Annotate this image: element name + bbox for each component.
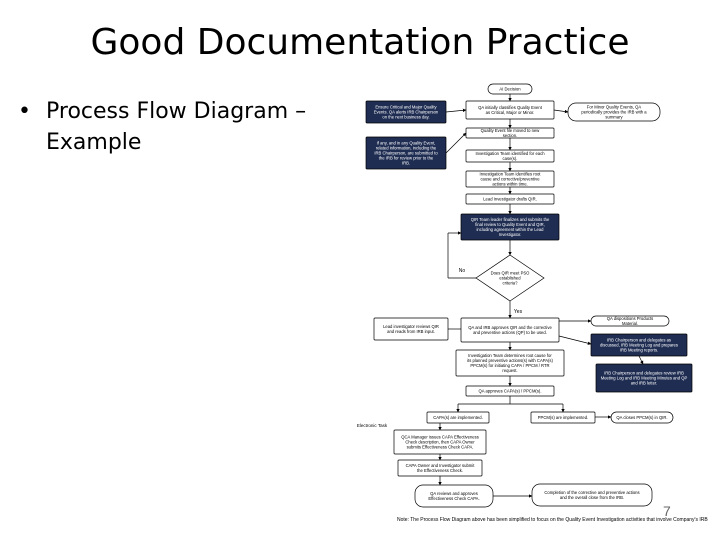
node-label-n3: Investigation Team identified for each case(s). xyxy=(475,150,545,161)
node-label-start: AI Decision xyxy=(499,86,521,92)
node-label-r1: For Minor Quality Events, QA periodically provides the IRB with a summary xyxy=(581,104,647,120)
page-number: 7 xyxy=(663,503,671,519)
node-label-n12: CAPA Owner and Investigator submit the Effectiveness Check. xyxy=(405,462,475,473)
node-label-n9: QA approves CAPA(s) / PPCM(s). xyxy=(478,388,542,394)
label-no: No xyxy=(458,268,466,274)
label-yes: Yes xyxy=(513,309,523,315)
node-label-l1: Ensure Critical and Major Quality Events. QA alerts IRB Chairperson on the next business day. xyxy=(373,104,439,120)
connector-r3-r4 xyxy=(639,356,643,364)
node-label-r7: Completion of the corrective and preventive actions and the overall close from the IRB. xyxy=(544,489,640,500)
node-label-n7: QA and IRB approves QIR and the corrective and preventive actions (QP) to be used. xyxy=(468,324,552,335)
node-label-l3: Lead investigator reviews QIR and reads from IRB input. xyxy=(383,323,439,334)
label-side: Electronic Task xyxy=(356,423,388,428)
connector-n1-r1 xyxy=(554,110,568,112)
node-label-n13: QA reviews and approves Effectiveness Check CAPA. xyxy=(428,490,480,501)
node-label-n4: Investigation Team identifies root cause and corrective/preventive actions within time. xyxy=(479,171,541,187)
node-label-d1: Does QIR meet PSO established criteria? xyxy=(490,270,530,286)
bullet-text: Process Flow Diagram – Example xyxy=(46,99,307,155)
diagram-layer xyxy=(357,84,692,507)
node-label-r5: PPCM(s) are implemented. xyxy=(537,414,589,420)
node-label-n1: QA initially classifies Quality Event as Critical, Major or Minor. xyxy=(478,104,542,115)
bullet-dot: • xyxy=(18,99,31,124)
node-label-n11: QCA Manager issues CAPA Effectiveness Check description, then CAPA Owner submits Effectiveness Check CAPA. xyxy=(401,434,479,450)
node-label-r6: QA closes PPCM(s) in QIR. xyxy=(616,414,668,420)
node-label-l2: If any, and in any Quality Event, related information, including the IRB Chairperson, are submitted to the IRB for review prior to the IRB. xyxy=(374,140,438,166)
connector-l2-n2 xyxy=(446,133,466,153)
node-label-n5: Lead Investigator drafts QIR. xyxy=(483,196,537,202)
node-label-n2: Quality Event file moved to new section. xyxy=(480,127,540,138)
node-label-r3: IRB Chairperson and delegates as discussed, IRB Meeting Log and prepares IRB Meeting reports. xyxy=(600,337,678,353)
node-label-n8: Investigation Team determines root cause for its planned preventive actions(s) with CAPA(s) PPCM(s) for initiating CAPA / PPCM / RTR request. xyxy=(467,352,553,374)
slide-title: Good Documentation Practice xyxy=(90,22,630,63)
node-label-n10: CAPA(s) are implemented. xyxy=(433,414,483,420)
connector-n7-r3 xyxy=(559,336,591,344)
diagram-footnote: Note: The Process Flow Diagram above has been simplified to focus on the Quality Event Investigation activities that involve Company's IRB xyxy=(397,517,708,523)
connector-l1-n1 xyxy=(446,110,466,112)
node-label-n6: QIR Team leader finalizes and submits the final review to Quality Event and QIR, including agreement within the Lead Investigator. xyxy=(470,216,550,238)
node-label-r2: QA dispositions Products Material. xyxy=(606,315,654,326)
node-label-r4: IRB Chairperson and delegates review IRB Meeting Log and IRB Meeting Minutes and QP and IRB letter. xyxy=(600,370,688,386)
